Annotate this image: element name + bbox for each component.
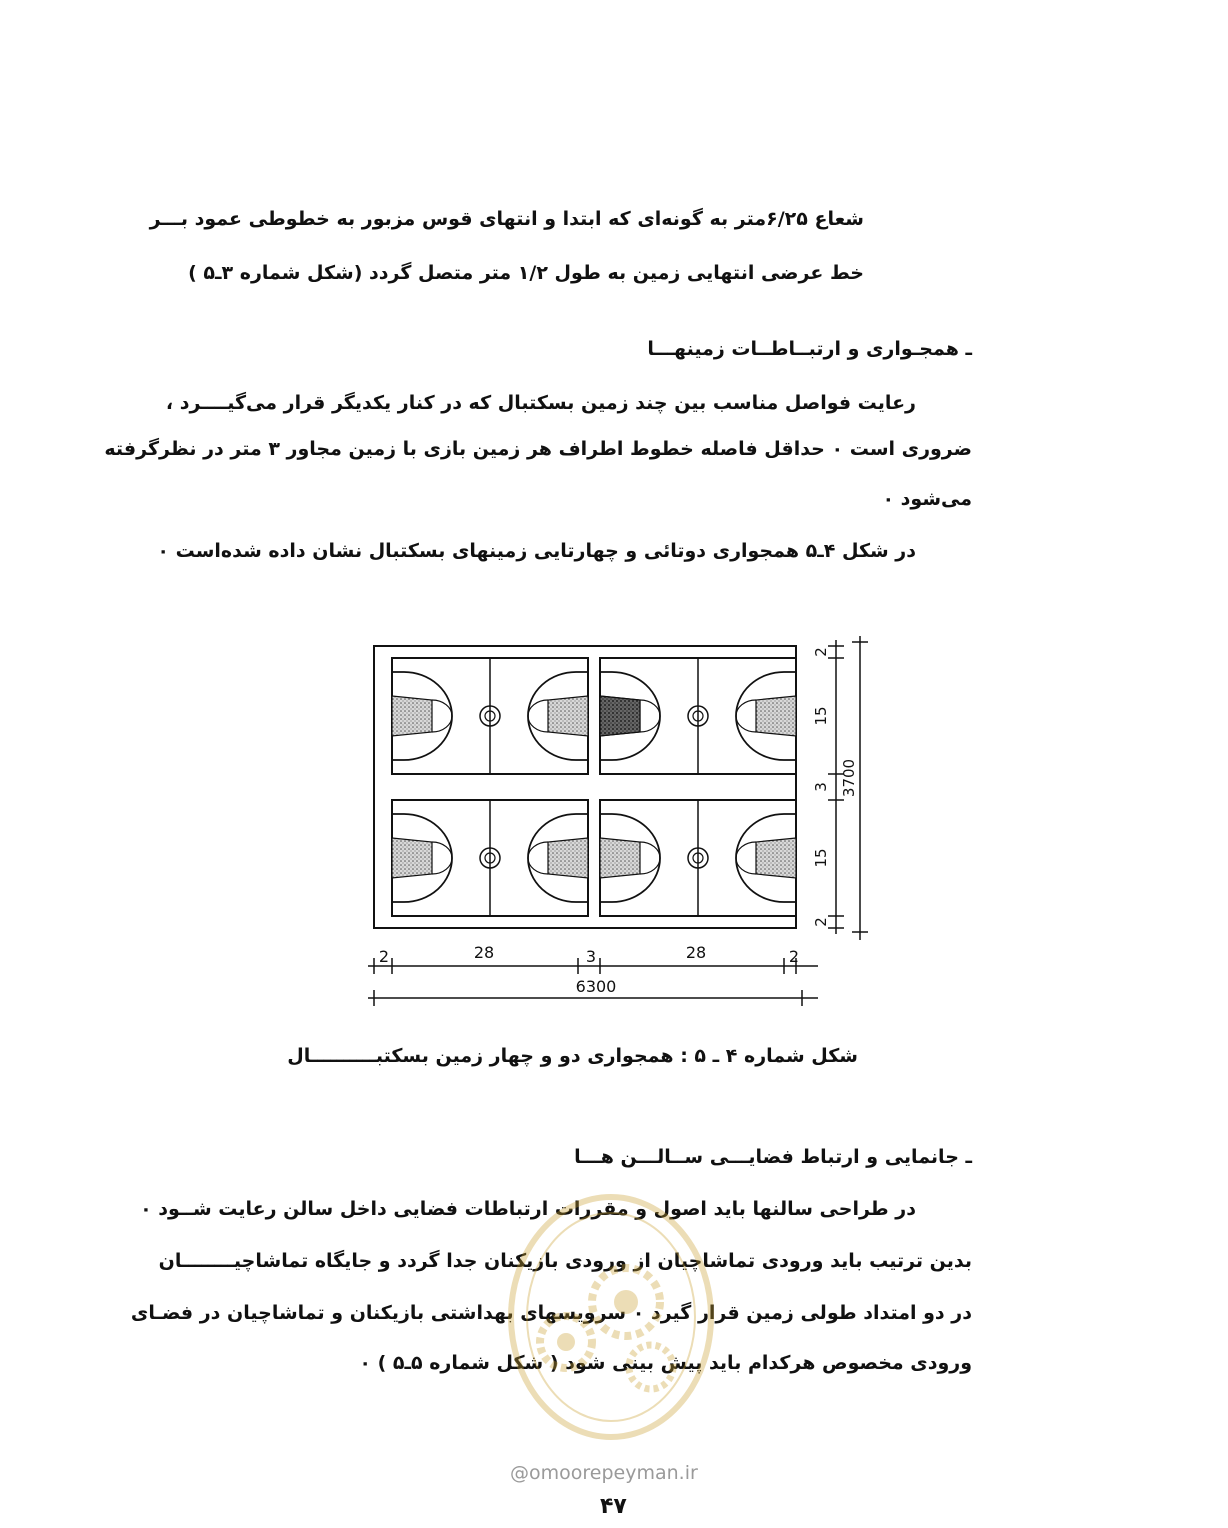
dim-total: 6300	[575, 977, 617, 996]
page-number: ۴۷	[600, 1494, 627, 1519]
dim-label: 15	[812, 706, 830, 726]
watermark-seal	[506, 1192, 716, 1442]
paragraph-line: بدین ترتیب باید ورودی تماشاچیان از ورودی بازیکنان جدا گردد و جایگاه تماشاچیــــــــان	[158, 1250, 972, 1272]
paragraph-line: ورودی مخصوص هرکدام باید پیش بینی شود ( شکل شماره ۵ـ۵ ) ۰	[359, 1352, 972, 1374]
basketball-courts-figure	[356, 628, 876, 1018]
figure-caption: شکل شماره ۴ ـ ۵ : همجواری دو و چهار زمین بسکتبــــــــــال	[287, 1045, 858, 1067]
dim-label: 2	[788, 947, 800, 966]
section-heading: ـ همجـواری و ارتبــاطــات زمینهـــا	[647, 338, 972, 360]
paragraph-line: خط عرضی انتهایی زمین به طول ۱/۲ متر متصل گردد (شکل شماره ۳ـ۵ )	[188, 262, 864, 284]
dim-label: 2	[812, 647, 830, 657]
section-heading: ـ جانمایی و ارتباط فضایـــی ســالـــن هـــا	[574, 1146, 972, 1168]
dim-label: 3	[585, 947, 597, 966]
paragraph-line: در شکل ۴ـ۵ همجواری دوتائی و چهارتایی زمینهای بسکتبال نشان داده شده‌است ۰	[157, 540, 916, 562]
dim-label: 28	[685, 943, 707, 962]
dim-total: 3700	[840, 758, 858, 798]
paragraph-line: شعاع ۶/۲۵متر به گونه‌ای که ابتدا و انتهای قوس مزبور به خطوطی عمود بـــر	[149, 208, 864, 230]
paragraph-line: ضروری است ۰ حداقل فاصله خطوط اطراف هر زمین بازی با زمین مجاور ۳ متر در نظرگرفته	[104, 438, 972, 460]
dim-label: 3	[812, 782, 830, 792]
dim-label: 2	[378, 947, 390, 966]
paragraph-line: رعایت فواصل مناسب بین چند زمین بسکتبال که در کنار یکدیگر قرار می‌گیــــرد ،	[165, 392, 916, 414]
watermark-url: @omoorepeyman.ir	[510, 1462, 698, 1484]
dim-label: 2	[812, 917, 830, 927]
dim-label: 28	[473, 943, 495, 962]
paragraph-line: می‌شود ۰	[882, 488, 972, 510]
paragraph-line: در طراحی سالنها باید اصول و مقررات ارتباطات فضایی داخل سالن رعایت شــود ۰	[140, 1198, 916, 1220]
paragraph-line: در دو امتداد طولی زمین قرار گیرد ۰ سرویسهای بهداشتی بازیکنان و تماشاچیان در فضـای	[130, 1302, 972, 1324]
dim-label: 15	[812, 848, 830, 868]
